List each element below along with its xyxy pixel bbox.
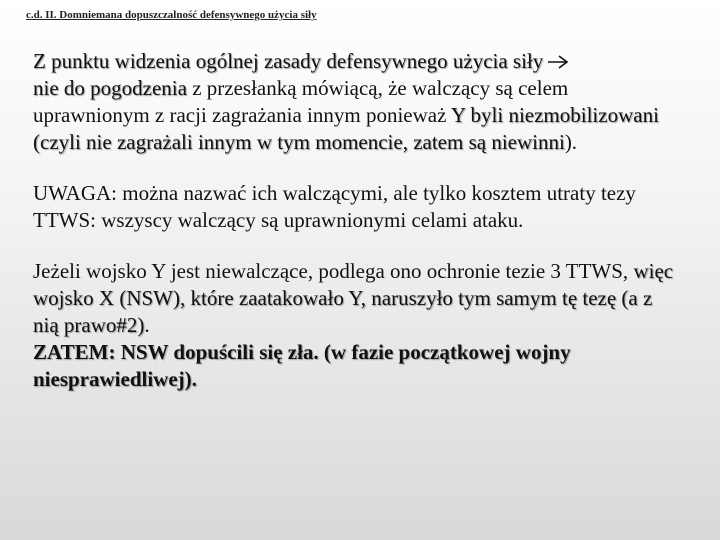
p1-text-3: z przesłanką mówiącą, że walczący są celem uprawnionym z racji zagrażania innym ponieważ [33, 76, 569, 127]
p3-text-1: Jeżeli wojsko Y jest niewalczące, podlega ono ochronie tezie 3 TTWS, [33, 259, 634, 283]
paragraph-1 [33, 48, 683, 156]
paragraph-2 [33, 180, 683, 234]
slide-body [33, 48, 683, 393]
p3-text-3: . [144, 313, 150, 337]
right-arrow-icon [547, 54, 569, 70]
p1-text-5: ). [564, 130, 578, 154]
p1-text-1: Z punktu widzenia ogólnej zasady defensywnego użycia siły [33, 49, 544, 73]
p2-text: UWAGA: można nazwać ich walczącymi, ale tylko kosztem utraty tezy TTWS: wszyscy walczący są uprawnionymi celami ataku. [33, 181, 636, 232]
p3-text-2: więc wojsko X (NSW), które zaatakowało Y, naruszyło tym samym tę tezę (a z nią prawo#2) [33, 259, 674, 337]
p3-conclusion: ZATEM: NSW dopuścili się zła. (w fazie początkowej wojny niesprawiedliwej). [33, 340, 571, 391]
p1-text-4: Y byli niezmobilizowani (czyli nie zagrażali innym w tym momencie, zatem są niewinni [33, 103, 659, 154]
paragraph-3 [33, 258, 683, 393]
p1-text-2: nie do pogodzenia [33, 76, 187, 100]
slide-header: c.d. II. Domniemana dopuszczalność defensywnego użycia siły [26, 9, 317, 21]
